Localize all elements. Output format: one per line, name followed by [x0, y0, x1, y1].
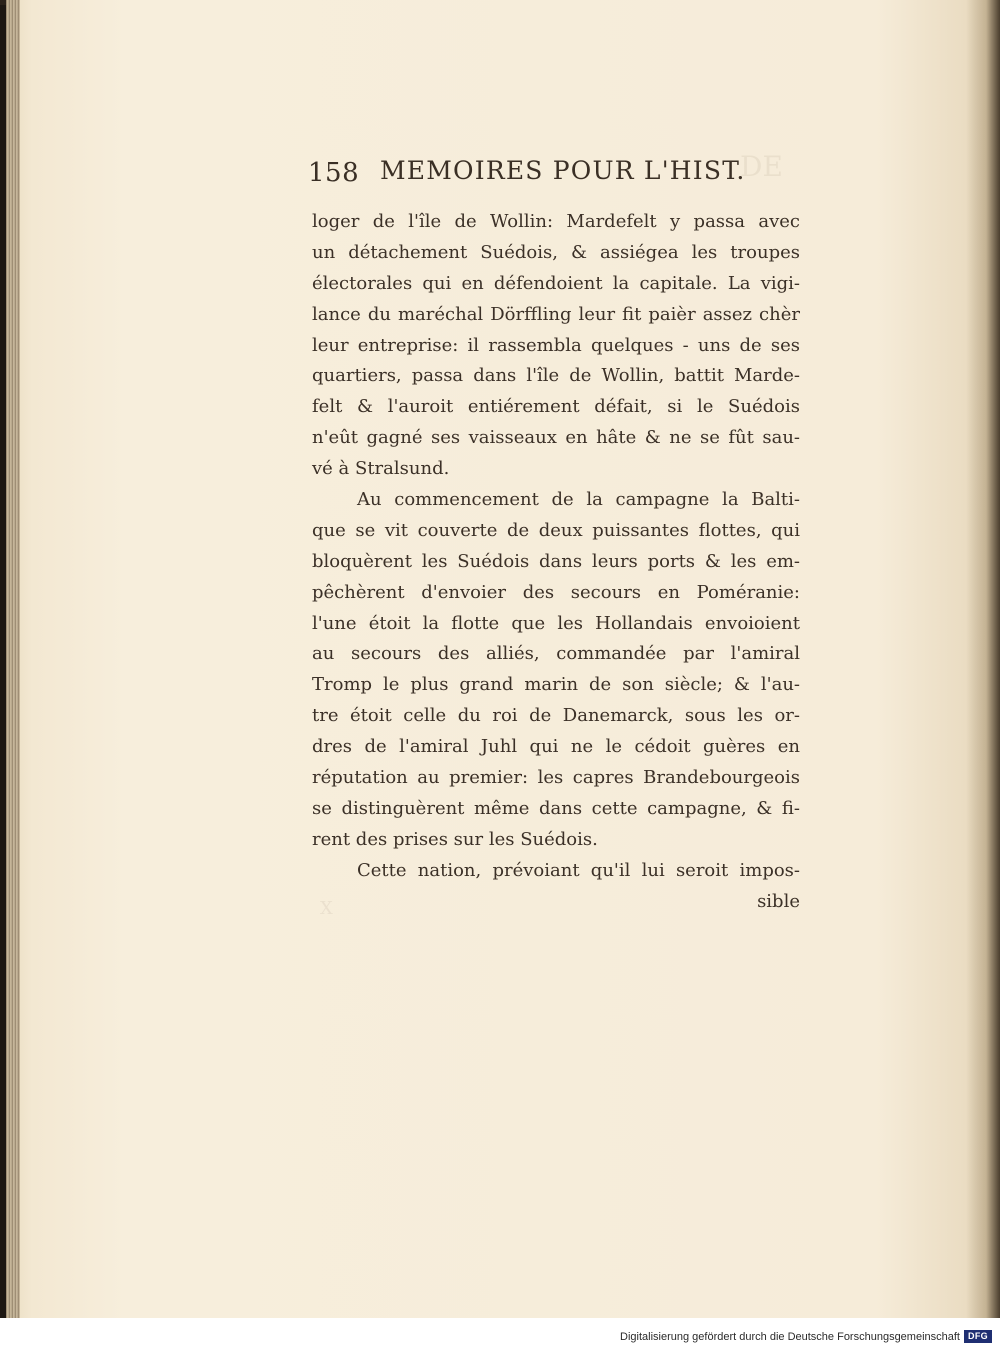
- text-line: lance du maréchal Dörffling leur fit paièr assez chèr: [312, 303, 800, 325]
- text-line: l'une étoit la flotte que les Hollandais envoioient: [312, 612, 800, 634]
- text-line: tre étoit celle du roi de Danemarck, sous les or-: [312, 705, 800, 727]
- dfg-logo-icon: DFG: [964, 1330, 992, 1343]
- text-line: Tromp le plus grand marin de son siècle; & l'au-: [312, 674, 800, 696]
- page-number: 158: [308, 158, 360, 188]
- page-header: [308, 150, 778, 194]
- text-line: un détachement Suédois, & assiégea les troupes: [312, 241, 800, 263]
- text-line: se distinguèrent même dans cette campagne, & fi-: [312, 797, 800, 819]
- catchword: sible: [757, 890, 800, 912]
- text-line: dres de l'amiral Juhl qui ne le cédoit guères en: [312, 736, 800, 758]
- text-line: pêchèrent d'envoier des secours en Poméranie:: [312, 581, 800, 603]
- page-gutter-edge: [6, 0, 20, 1318]
- paragraph-end-line: rent des prises sur les Suédois.: [312, 828, 598, 850]
- text-line: au secours des alliés, commandée par l'amiral: [312, 643, 800, 665]
- digitization-credit: Digitalisierung gefördert durch die Deutsche Forschungsgemeinschaft: [620, 1331, 960, 1343]
- text-line: quartiers, passa dans l'île de Wollin, battit Marde-: [312, 365, 800, 387]
- text-line: felt & l'auroit entiérement défait, si le Suédois: [312, 396, 800, 418]
- text-line: réputation au premier: les capres Brandebourgeois: [312, 767, 800, 789]
- paragraph-first-line: Au commencement de la campagne la Balti-: [357, 489, 800, 511]
- text-line: leur entreprise: il rassembla quelques - uns de ses: [312, 334, 800, 356]
- text-line: électorales qui en défendoient la capitale. La vigi-: [312, 272, 800, 294]
- text-line: que se vit couverte de deux puissantes flottes, qui: [312, 519, 800, 541]
- page-right-edge-shadow: [966, 0, 1000, 1318]
- paragraph-end-line: vé à Stralsund.: [312, 458, 450, 480]
- text-line: loger de l'île de Wollin: Mardefelt y passa avec: [312, 211, 800, 232]
- show-through-ghost-text: DE: [740, 150, 783, 183]
- body-text: [312, 207, 800, 917]
- paragraph-first-line: Cette nation, prévoiant qu'il lui seroit impos-: [357, 859, 800, 881]
- running-head: MEMOIRES POUR L'HIST.: [380, 156, 746, 185]
- text-line: bloquèrent les Suédois dans leurs ports & les em-: [312, 550, 800, 572]
- show-through-ghost-text: X: [320, 898, 333, 919]
- text-line: n'eût gagné ses vaisseaux en hâte & ne se fût sau-: [312, 427, 800, 449]
